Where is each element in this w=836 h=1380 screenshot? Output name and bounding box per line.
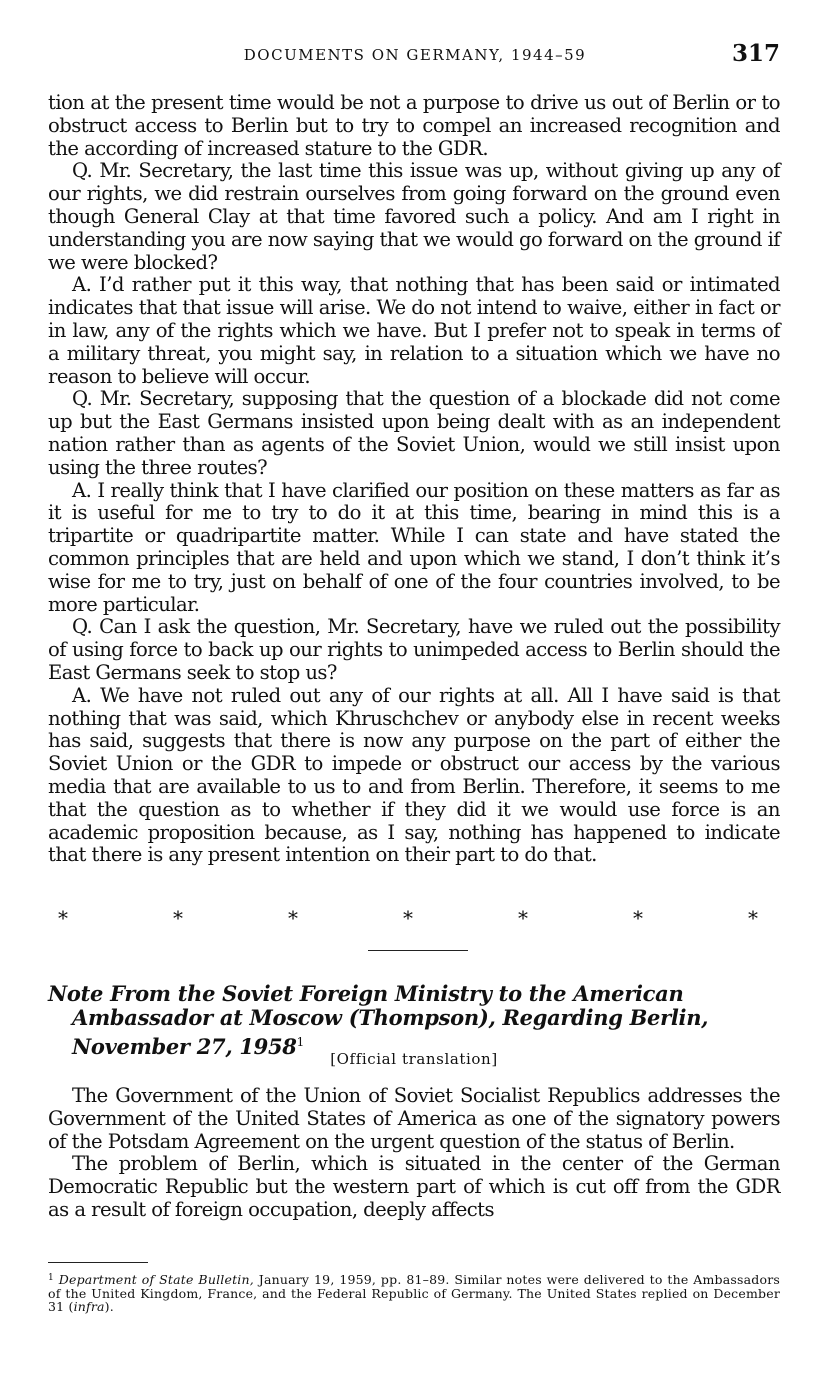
- star-mark: *: [58, 906, 68, 930]
- footnote-reference[interactable]: 1: [296, 1035, 304, 1049]
- star-mark: *: [288, 906, 298, 930]
- footnote: [48, 1272, 780, 1314]
- document-body: [48, 1085, 780, 1222]
- paragraph: A. I’d rather put it this way, that nothing that has been said or intimated indicates that that issue will arise. We do not intend to waive, either in fact or in law, any of the rights which we have. But I prefer not to speak in terms of a military threat, you might say, in relation to a situation which we have no reason to believe will occur.: [48, 273, 780, 388]
- page-number: 317: [731, 40, 780, 67]
- paragraph: Q. Can I ask the question, Mr. Secretary, have we ruled out the possibility of using force to back up our rights to unimpeded access to Berlin should the East Germans seek to stop us?: [48, 615, 780, 684]
- footnote-mark: 1: [48, 1273, 54, 1283]
- footnote-text-end: ).: [104, 1299, 114, 1314]
- star-mark: *: [748, 906, 758, 930]
- star-mark: *: [633, 906, 643, 930]
- footnote-divider: [48, 1262, 148, 1263]
- paragraph: Q. Mr. Secretary, the last time this issue was up, without giving up any of our rights, we did restrain ourselves from going forward on the ground even though General Clay at that time favored such a policy. And am I right in understanding you are now saying that we would go forward on the ground if we were blocked?: [48, 159, 780, 274]
- document-title-text: Note From the Soviet Foreign Ministry to the American Ambassador at Moscow (Thompson), Regarding Berlin, November 27, 1958: [48, 981, 709, 1059]
- page-header: [48, 40, 782, 74]
- footnote-infra: infra: [73, 1299, 105, 1314]
- interview-transcript: [48, 92, 780, 867]
- paragraph: tion at the present time would be not a purpose to drive us out of Berlin or to obstruct access to Berlin but to try to compel an increased recognition and the according of increased stature to the GDR.: [48, 91, 780, 160]
- paragraph: The Government of the Union of Soviet Socialist Republics addresses the Government of the United States of America as one of the signatory powers of the Potsdam Agreement on the urgent question of the status of Berlin.: [48, 1084, 780, 1153]
- paragraph: The problem of Berlin, which is situated in the center of the German Democratic Republic but the western part of which is cut off from the GDR as a result of foreign occupation, deeply affects: [48, 1152, 780, 1221]
- paragraph: Q. Mr. Secretary, supposing that the question of a blockade did not come up but the East Germans insisted upon being dealt with as an independent nation rather than as agents of the Soviet Union, would we still insist upon using the three routes?: [48, 387, 780, 479]
- star-mark: *: [173, 906, 183, 930]
- document-title: [48, 982, 780, 1059]
- section-divider: [368, 950, 468, 951]
- star-mark: *: [403, 906, 413, 930]
- footnote-source: Department of State Bulletin,: [58, 1272, 254, 1287]
- paragraph: A. I really think that I have clarified our position on these matters as far as it is useful for me to try to do it at this time, bearing in mind this is a tripartite or quadripartite matter. While I can state and have stated the common principles that are held and upon which we stand, I don’t think it’s wise for me to try, just on behalf of one of the four countries involved, to be more particular.: [48, 478, 780, 616]
- ellipsis-stars: [58, 906, 758, 930]
- star-mark: *: [518, 906, 528, 930]
- document-subtitle: [Official translation]: [330, 1050, 498, 1068]
- running-head: DOCUMENTS ON GERMANY, 1944–59: [243, 46, 587, 64]
- footnote-text: January 19, 1959, pp. 81–89. Similar notes were delivered to the Ambassadors of the United Kingdom, France, and the Federal Republic of Germany. The United States replied on December 31 (: [48, 1272, 781, 1314]
- paragraph: A. We have not ruled out any of our rights at all. All I have said is that nothing that was said, which Khruschchev or anybody else in recent weeks has said, suggests that there is now any purpose on the part of either the Soviet Union or the GDR to impede or obstruct our access by the various media that are available to us to and from Berlin. Therefore, it seems to me that the question as to whether if they did it we would use force is an academic proposition because, as I say, nothing has happened to indicate that there is any present intention on their part to do that.: [48, 683, 780, 867]
